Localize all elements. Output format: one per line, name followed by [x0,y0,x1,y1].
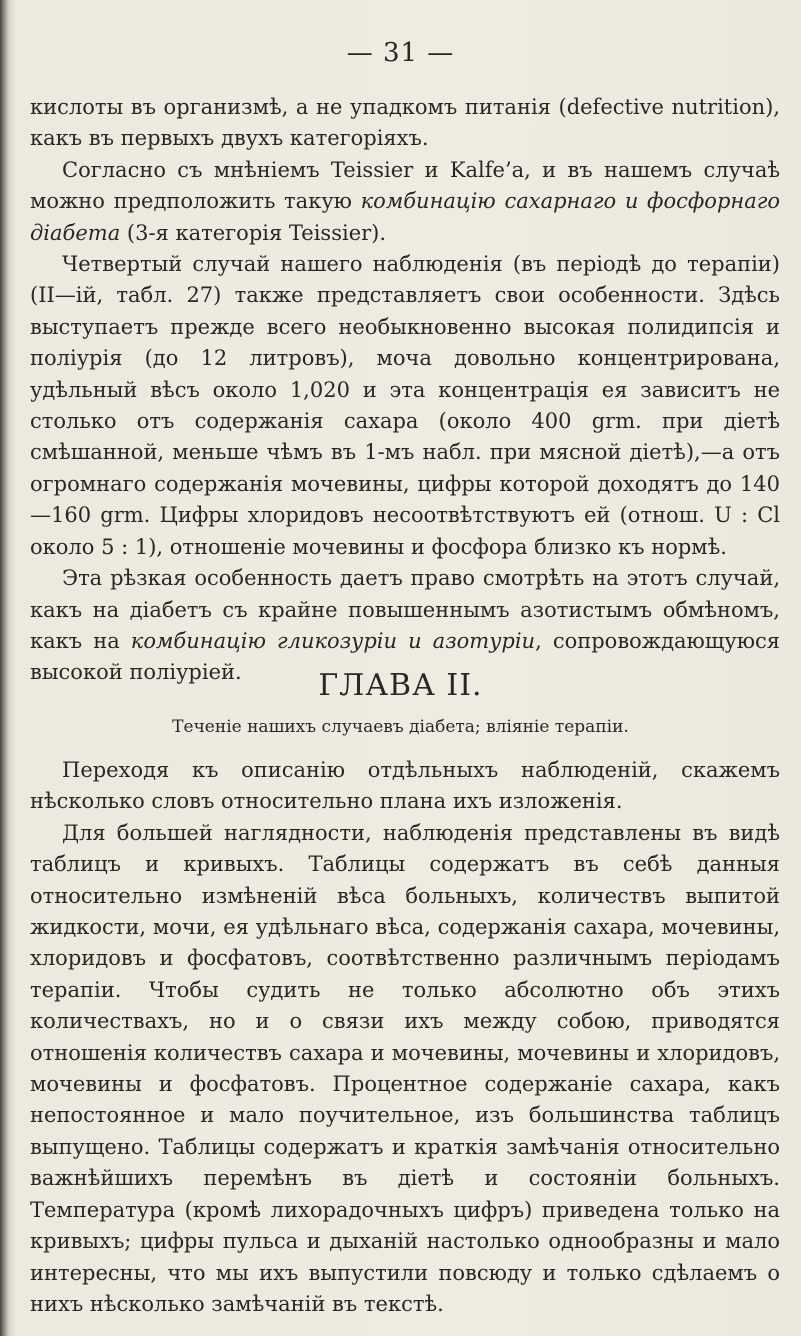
paragraph-text: Согласно съ мнѣніемъ Teissier и Kalfe’а, и въ нашемъ случаѣ можно предположить такую [30,157,780,214]
paragraph: Переходя къ описанію отдѣльныхъ наблюденій, скажемъ нѣсколько словъ относительно плана ихъ изложенія. [30,758,780,814]
paragraph: Четвертый случай нашего наблюденія (въ періодѣ до терапіи) (II—ій, табл. 27) также представляетъ свои особенности. Здѣсь выступаетъ прежде всего необыкновенно высокая полидипсія и поліурія (до 12 литровъ), моча довольно концентрирована, удѣльный вѣсъ около 1,020 и эта концентрація ея зависитъ не столько отъ содержанія сахара (около 400 grm. при діетѣ смѣшанной, меньше чѣмъ въ 1-мъ набл. при мясной діетѣ),—а отъ огромнаго содержанія мочевины, цифры которой доходятъ до 140—160 grm. Цифры хлоридовъ несоотвѣтствуютъ ей (отнош. U : Cl около 5 : 1), отношеніе мочевины и фосфора близко къ нормѣ. [30,252,780,559]
italic-term: комбинацію сахарнаго и фосфорнаго діабета [30,189,780,245]
chapter-subtitle: Теченіе нашихъ случаевъ діабета; вліяніе терапіи. [172,717,629,737]
italic-term: комбинацію гликозуріи и азотуріи [130,628,536,653]
paragraph-text: (3-я категорія Teissier). [120,220,387,245]
paragraph [30,155,780,249]
paragraph: кислоты въ организмѣ, а не упадкомъ питанія (defective nutrition), какъ въ первыхъ двухъ категоріяхъ. [30,95,780,151]
section-before-chapter [30,92,780,689]
chapter-title: ГЛАВА II. [318,668,483,703]
paragraph-text: , сопровождающуюся высокой поліуріей. [30,628,781,685]
paragraph-text: Эта рѣзкая особенность даетъ право смотрѣть на этотъ случай, какъ на діабетъ съ крайне повышеннымъ азотистымъ обмѣномъ, какъ на [30,566,780,653]
paragraph: Для большей наглядности, наблюденія представлены въ видѣ таблицъ и кривыхъ. Таблицы содержатъ въ себѣ данныя относительно измѣненій вѣса больныхъ, количествъ выпитой жидкости, мочи, ея удѣльнаго вѣса, содержанія сахара, мочевины, хлоридовъ и фосфатовъ, соотвѣтственно различнымъ періодамъ терапіи. Чтобы судить не только абсолютно объ этихъ количествахъ, но и о связи ихъ между собою, приводятся отношенія количествъ сахара и мочевины, мочевины и хлоридовъ, мочевины и фосфатовъ. Процентное содержаніе сахара, какъ непостоянное и мало поучительное, изъ большинства таблицъ выпущено. Таблицы содержатъ и краткія замѣчанія относительно важнѣйшихъ перемѣнъ въ діетѣ и состояніи больныхъ. Температура (кромѣ лихорадочныхъ цифръ) приведена только на кривыхъ; цифры пульса и дыханій настолько однообразны и мало интересны, что мы ихъ выпустили повсюду и только сдѣлаемъ о нихъ нѣсколько замѣчаній въ текстѣ. [30,820,780,1316]
page-number: — 31 — [346,38,455,68]
section-after-chapter [30,755,780,1320]
